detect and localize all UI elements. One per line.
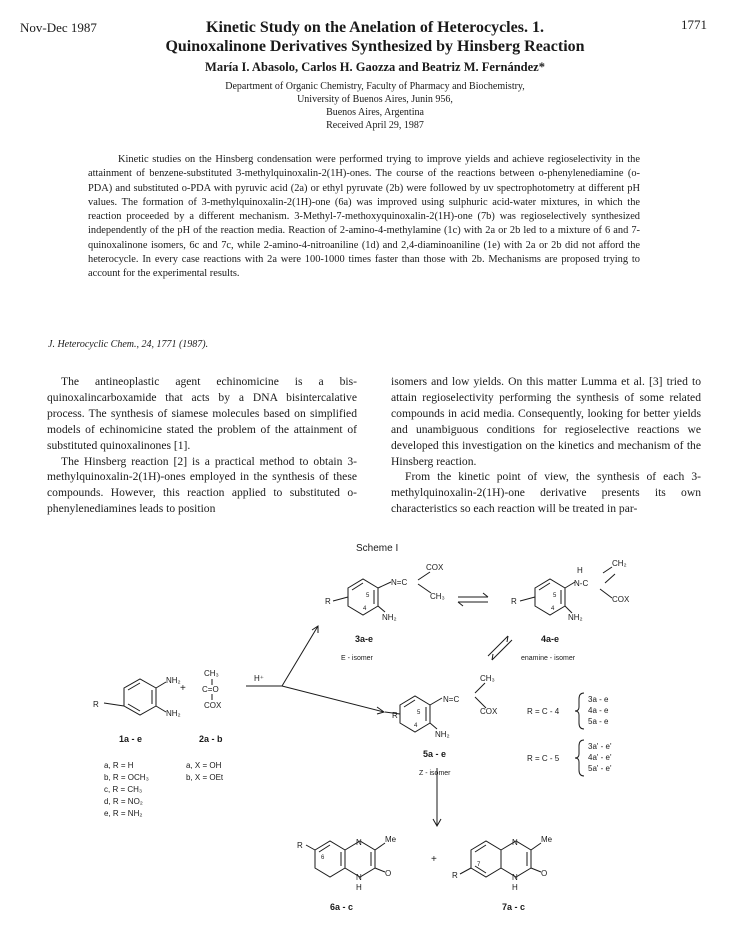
abstract: Kinetic studies on the Hinsberg condensation were performed trying to improve yields and achieve regioselectivity in the attainment of benzene-substituted 3-methylquinoxalin-2(1H)-ones. The course of the reactions between o-phenylenediamine (o-PDA) and substituted o-PDA with pyruvic acid (2a) or ethyl pyruvate (2b) were followed by uv spectrophotometry at different pH values. The formation of 3-methylquinoxalin-2(1H)-one (6a) was improved using sulphuric acid-water mixtures, in which the reaction proceeded by a different mechanism. 3-Methyl-7-methoxyquinoxalin-2(1H)-one (7b) was regioselectively synthesized independently of the pH of the reaction media. Reaction of 2-amino-4-methylamine (1c) with 2a or 2b led to a mixture of 6 and 7-quinoxalinone isomers, 6c and 7c, while 2-amino-4-nitroaniline (1d) and 2,4-diaminoaniline (1e) with 2a or 2b did not afford the heterocycle. In every case reactions with 2a were 100-1000 times faster than those with 2b. Mechanisms are proposed trying to account for the experimental results. xyxy=(88,154,640,280)
atom-label: N=C xyxy=(391,578,408,587)
position-label: 5 xyxy=(366,593,370,599)
r-position-label: R = C - 4 xyxy=(527,707,560,716)
title-line-2: Quinoxalinone Derivatives Synthesized by Hinsberg Reaction xyxy=(165,38,585,55)
atom-label: O xyxy=(385,869,392,878)
paragraph: The antineoplastic agent echinomicine is a bis-quinoxalincarboxamide that acts by a DNA bisintercalative process. The synthesis of siamese molecules based on simplified models of echinomicine stated the problem of the attainment of substituted quinoxalinones [1]. xyxy=(47,375,357,452)
affiliation-line: University of Buenos Aires, Junin 956, xyxy=(297,94,453,105)
r-list-item: d, R = NO₂ xyxy=(104,797,143,806)
scheme-title: Scheme I xyxy=(356,543,399,554)
compound-label: 2a - b xyxy=(199,734,223,744)
atom-label: H xyxy=(356,883,362,892)
citation: J. Heterocyclic Chem., 24, 1771 (1987). xyxy=(48,339,209,350)
atom-label: CH₃ xyxy=(430,592,445,601)
compound-label: 3a-e xyxy=(355,634,374,644)
position-label: 4 xyxy=(551,606,555,612)
atom-label: COX xyxy=(426,563,444,572)
paragraph: The Hinsberg reaction [2] is a practical method to obtain 3-methylquinoxalin-2(1H)-ones employed in the synthesis of these compounds. However, this reaction applied to substituted o-phenylenediamines leads to position xyxy=(47,454,357,516)
atom-label: NH₂ xyxy=(435,730,450,739)
r-list-item: e, R = NH₂ xyxy=(104,809,143,818)
atom-label: Me xyxy=(541,835,553,844)
atom-label: R xyxy=(452,871,458,880)
atom-label: COX xyxy=(480,707,498,716)
paragraph: From the kinetic point of view, the synthesis of each 3-methylquinoxalin-2(1H)-one derivative presents its own characteristics so each reaction will be treated in par- xyxy=(391,470,701,516)
plus-sign: + xyxy=(431,854,437,865)
atom-label: CH₂ xyxy=(612,559,627,568)
page-number: 1771 xyxy=(681,17,707,32)
atom-label: N=C xyxy=(443,695,460,704)
r-position-label: R = C - 5 xyxy=(527,754,560,763)
isomer-list-item: 3a - e xyxy=(588,695,609,704)
compound-label: 6a - c xyxy=(330,902,354,912)
r-list-item: b, R = OCH₃ xyxy=(104,773,149,782)
isomer-list-item: 5a - e xyxy=(588,717,609,726)
atom-label: NH₂ xyxy=(166,709,181,718)
atom-label: COX xyxy=(612,595,630,604)
r-list-item: a, R = H xyxy=(104,761,134,770)
atom-label: N xyxy=(512,873,518,882)
title-line-1: Kinetic Study on the Anelation of Heterocycles. 1. xyxy=(206,19,544,36)
authors: María I. Abasolo, Carlos H. Gaozza and Beatriz M. Fernández* xyxy=(205,60,545,74)
atom-label: O xyxy=(541,869,548,878)
position-label: 4 xyxy=(414,723,418,729)
isomer-label: E - isomer xyxy=(341,655,373,662)
atom-label: R xyxy=(511,597,517,606)
isomer-list-item: 5a' - e' xyxy=(588,764,612,773)
isomer-label: enamine - isomer xyxy=(521,655,576,662)
benzene-ring-1 xyxy=(124,679,156,715)
atom-label: N-C xyxy=(574,579,589,588)
atom-label: R xyxy=(297,841,303,850)
atom-label: R xyxy=(325,597,331,606)
isomer-label: Z - isomer xyxy=(419,770,451,777)
x-list-item: b, X = OEt xyxy=(186,773,224,782)
atom-label: C=O xyxy=(202,685,219,694)
atom-label: CH₃ xyxy=(480,674,495,683)
position-label: 6 xyxy=(321,855,325,861)
position-label: 4 xyxy=(363,606,367,612)
compound-label: 5a - e xyxy=(423,749,447,759)
paragraph: isomers and low yields. On this matter Lumma et al. [3] tried to attain regioselectivity performing the synthesis of some related compounds in acid media. Consequently, looking for better yields and unambiguous conditions for regioselective reactions we developed this investigation on the kinetics and mechanism of the Hinsberg reaction. xyxy=(391,375,701,468)
atom-label: N xyxy=(512,838,518,847)
x-list-item: a, X = OH xyxy=(186,761,222,770)
atom-label: CH₃ xyxy=(204,669,219,678)
position-label: 7 xyxy=(477,862,481,868)
compound-label: 1a - e xyxy=(119,734,143,744)
journal-date: Nov-Dec 1987 xyxy=(20,20,97,35)
atom-label: NH₂ xyxy=(166,676,181,685)
atom-label: NH₂ xyxy=(568,613,583,622)
atom-label: Me xyxy=(385,835,397,844)
atom-label: R xyxy=(93,700,99,709)
atom-label: COX xyxy=(204,701,222,710)
affiliation-line: Buenos Aires, Argentina xyxy=(326,107,424,118)
position-label: 5 xyxy=(417,710,421,716)
compound-label: 7a - c xyxy=(502,902,526,912)
r-list-item: c, R = CH₃ xyxy=(104,785,143,794)
atom-label: R xyxy=(392,711,398,720)
affiliation-line: Department of Organic Chemistry, Faculty of Pharmacy and Biochemistry, xyxy=(225,81,525,92)
atom-label: H xyxy=(577,566,583,575)
compound-label: 4a-e xyxy=(541,634,560,644)
atom-label: NH₂ xyxy=(382,613,397,622)
position-label: 5 xyxy=(553,593,557,599)
atom-label: N xyxy=(356,838,362,847)
atom-label: H xyxy=(512,883,518,892)
plus-sign: + xyxy=(180,683,186,694)
isomer-list-item: 4a' - e' xyxy=(588,753,612,762)
benzene-ring-7 xyxy=(471,841,501,877)
h-plus-label: H⁺ xyxy=(254,674,264,683)
isomer-list-item: 4a - e xyxy=(588,706,609,715)
received-date: Received April 29, 1987 xyxy=(326,120,424,131)
isomer-list-item: 3a' - e' xyxy=(588,742,612,751)
atom-label: N xyxy=(356,873,362,882)
